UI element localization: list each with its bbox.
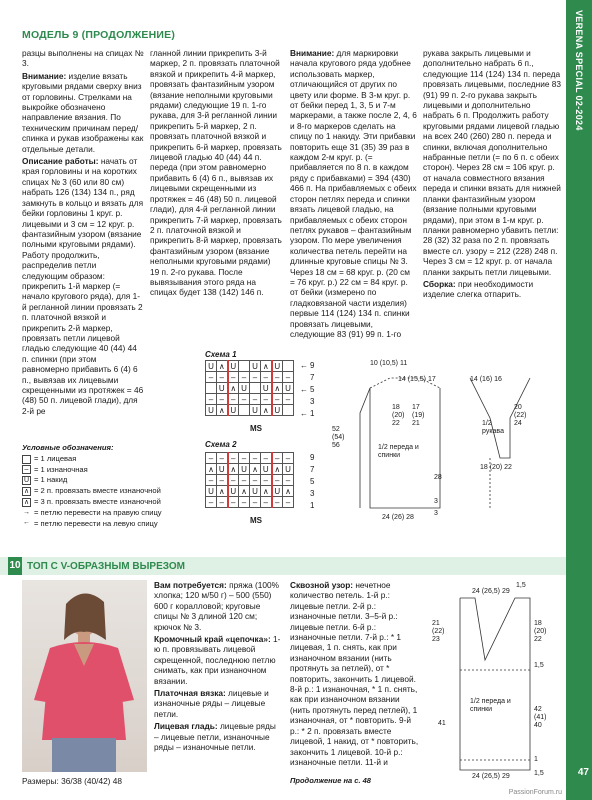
legend-item: U = 1 накид: [23, 475, 68, 485]
paragraph-text: нечетное количество петель. 1-й р.: лицевые петли. 2-й р.: изнаночные петли. 3–5-й р.: лицевые петли. 6-й р.: изнаночные петли. 7-й р.: * 1 лицевая, 1 п. снять, как при изнаночном вязании (нить протянуть за петлей), от * повторить, закончить 1 лицевой. 8-й р.: 1 изнаночная, * 1 п. снять, как при изнаночном вязании (нить протянуть перед петлей), 1 изнаночная, от * повторить. 9-й р.: * 2 п. провязать вместе лицевой, 1 накид, от * повторить, закончить 1 лицевой. 10-й р.: изнаночные петли. 11-й и: [290, 580, 419, 767]
paragraph: [154, 721, 282, 752]
paragraph: [423, 48, 561, 277]
scheme-2-label: Схема 2: [205, 440, 237, 449]
paragraph-lead: Лицевая гладь:: [154, 721, 218, 732]
paragraph-text: для маркировки начала кругового ряда удобнее использовать маркер, отличающийся от других по цвету или форме. В 3-м круг. р. от бейки перед 1, 3, 5 и 7-м маркерами, а также после 2, 4, 6 и 8-го маркеров сделать на спицу по 1 накиду. Эти прибавки повторить еще 31 (35) 39 раз в каждом 2-м круг. р. (= прибавляется по 8 п. в каждом ряду с прибавками) = 394 (430) 466 п. На прибавляемых с обеих сторон петлях переда и спинки вязать лицевой гладью, на прибавляемых с обеих сторон петлях рукавов – фантазийным узором. По мере увеличения количества петель перейти на длинные круговые спицы № 3. Через 18 см = 68 круг. р. (20 см = 76 круг. р.) 22 см = 84 круг. р. от бейки (измерено по гладковязаной части изделия) первые 114 (124) 134 п. спинки провязать лицевыми, следующие 83 (91) 99 п. 1-го: [290, 48, 417, 339]
model-photo: [22, 580, 147, 772]
site-watermark: PassionForum.ru: [508, 789, 562, 796]
paragraph: [22, 156, 144, 416]
legend-item: ← = петлю перевести на левую спицу: [23, 518, 158, 528]
s1-row: 3: [310, 397, 315, 406]
paragraph: [423, 279, 561, 300]
paragraph-text: гланной линии прикрепить 3-й маркер, 2 п. провязать платочной вязкой и прикрепить 4-й маркер, провязать фантазийным узором (вязание неполными круговыми рядами) следующие 19 п. 1-го рукава, для 3-й регланной линии прикрепить 5-й маркер, 2 п. провязать платочной вязкой и прикрепить 6-й маркер, провязать лицевой гладью 40 (44) 44 п. переда (при этом равномерно прибавить 6 (4) 6 п., вывязав их лицевыми скрещенными из протяжек = 46 (48) 50 п. лицевой глади), для 4-й регланной линии прикрепить 7-й маркер, провязать 2 п. платочной вязкой и прикрепить 8-й маркер, провязать фантазийным узором (вязание неполными круговыми рядами) 19 п. 2-го рукава. После вывязывания этого ряда на спицах будет 138 (142) 146 п.: [150, 48, 282, 298]
paragraph: [154, 688, 282, 719]
diagram-2-lines: [430, 580, 560, 780]
paragraph-text: лицевые ряды – лицевые петли, изнаночные ряды – изнаночные петли.: [154, 721, 276, 753]
s2-row: 7: [310, 465, 315, 474]
page-number: 47: [577, 767, 589, 778]
brand-label: VERENA SPECIAL 02-2024: [574, 10, 584, 131]
paragraph: [22, 71, 144, 154]
text-column-6: [290, 580, 420, 769]
side-strip: [566, 0, 592, 800]
s1-row: 1: [310, 409, 315, 418]
paragraph: [290, 48, 417, 339]
text-column-3: [290, 48, 417, 341]
sizes-label: Размеры: 36/38 (40/42) 48: [22, 776, 122, 786]
section-10-title: ТОП С V-ОБРАЗНЫМ ВЫРЕЗОМ: [27, 561, 186, 572]
section-title: МОДЕЛЬ 9 (ПРОДОЛЖЕНИЕ): [22, 29, 176, 41]
paragraph-lead: Внимание:: [22, 70, 67, 81]
paragraph-text: разцы выполнены на спицах № 3.: [22, 48, 144, 69]
section-10-number: 10: [8, 557, 22, 575]
paragraph-lead: Кромочный край «цепочка»:: [154, 634, 271, 645]
magazine-page: VERENA SPECIAL 02-2024 47 PassionForum.ru МОДЕЛЬ 9 (ПРОДОЛЖЕНИЕ) разцы выполнены на спицах № 3. Внимание: изделие вязать круговыми рядами сверху вниз от горловины. Стрелками на выкройке обозначено направление вязания. По техническим причинам перед/спинка и рукав изображены как отдельные детали. Описание работы: начать от края горловины и на коротких спицах № 3 (60 или 80 см) набрать 126 (134) 134 п., ряд замкнуть в кольцо и вязать для бейки горловины 1 круг. р. лицевыми и 3 см = 12 круг. р. фантазийным узором (вязание полными круговыми рядами). Работу продолжить, распределив петли следующим образом: прикрепить 1-й маркер (= начало кругового ряда), для 1-й регланной линии провязать 2 п. платочной вязкой и прикрепить 2-й маркер, провязать петли лицевой гладью следующие 40 (44) 44 п. спинки (при этом равномерно прибавить 6 (4) 6 п., вывязав их лицевыми скрещенными из протяжек = 46 (48) 50 п. лицевой глади), для 2-й ре гланной линии прикрепить 3-й маркер, 2 п. провязать платочной вязкой и прикрепить 4-й маркер, провязать фантазийным узором (вязание неполными круговыми рядами) следующие 19 п. 1-го рукава, для 3-й регланной линии прикрепить 5-й маркер, 2 п. провязать платочной вязкой и прикрепить 6-й маркер, провязать лицевой гладью 40 (44) 44 п. переда (при этом равномерно прибавить 6 (4) 6 п., вывязав их лицевыми скрещенными из протяжек = 46 (48) 50 п. лицевой глади), для 4-й регланной линии прикрепить 7-й маркер, провязать 2 п. платочной вязкой и прикрепить 8-й маркер, провязать фантазийным узором (вязание неполными круговыми рядами) 19 п. 2-го рукава. После вывязывания этого ряда на спицах будет 138 (142) 146 п. Внимание: для маркировки начала кругового ряда удобнее использовать маркер, отличающийся от других по цвету или форме. В 3-м круг. р. от бейки перед 1, 3, 5 и 7-м маркерами, а также после 2, 4, 6 и 8-го маркеров сделать на спицу по 1 накиду. Эти прибавки повторить еще 31 (35) 39 раз в каждом 2-м круг. р. (= прибавляется по 8 п. в каждом ряду с прибавками) = 394 (430) 466 п. На прибавляемых с обеих сторон петлях переда и спинки вязать лицевой гладью, на прибавляемых с обеих сторон петлях рукавов – фантазийным узором. По мере увеличения количества петель перейти на длинные круговые спицы № 3. Через 18 см = 68 круг. р. (20 см = 76 круг. р.) 22 см = 84 круг. р. от бейки (измерено по гладковязаной части изделия) первые 114 (124) 134 п. спинки провязать лицевыми, следующие 83 (91) 99 п. 1-го рукава закрыть лицевыми и дополнительно набрать 6 п., следующие 114 (124) 134 п. переда провязать лицевыми, последние 83 (91) 99 п. 2-го рукава закрыть лицевыми и дополнительно набрать 6 п. Продолжить работу круговыми рядами лицевой гладью на всех 240 (260) 280 п. переда и спинки, включая дополнительно набранные петли (= по 6 п. с обеих сторон). Через 28 см = 106 круг. р. от начала совместного вязания переда и спинки вязать для нижней планки фантазийным узором (вязание полными круговыми рядами), при этом в 1-м круг. р. планки равномерно убавить петли: 28 (32) 32 раза по 2 п. провязать вместе сл. узору = 212 (228) 248 п. Через 3 см = 12 круг. р. от начала планки закрыть петли лицевыми. Сборка: при необходимости изделие слегка отпарить. Схема 1 U ∧ U U ∧ U – – – – – – – – U ∧ U U ∧ U – – – – – – – – U ∧ U U ∧ U 9 7 5 3 1 ← ← ← MS Схема 2 – – – – – – – – ∧ U ∧ U ∧ U ∧ U – – – – – – – – U ∧ U ∧ U ∧ U ∧ – – – – – – – – 9 7 5 3 1 MS Условные обозначения: = 1 лицевая – = 1 изнаночная U = 1 накид ∧ = 2 п. провязать вместе изнаночной ∧ = 3 п. провязать вместе изнаночной → = петлю перевести на правую спицу ← = петлю перевести на левую спицу 10 (10,5) 11 14 (15,5) 17 14 (16) 16 52 (54) 56 18 (20) 22 17 (19) 21 1/2 переда и спинки 1/2 рукава 18 (20) 22 20 (22) 24 28 3 24 (26) 28 3 10 ТОП С V-ОБРАЗНЫМ ВЫРЕЗОМ Размеры: 36/38 (40/42) 48 Вам потребуется: пряжа (100% хлопка; 120 м/50 г) – 500 (550) 600 г коралловой; круговые спицы № 3 длиной 120 см; крючок № 3. Кромочный край «цепочка»: 1-ю п. провязывать лицевой скрещенной, последнюю петлю снимать, как при изнаночном вязании. Платочная вязка: лицевые и изнаночные ряды – лицевые петли. Лицевая гладь: лицевые ряды – лицевые петли, изнаночные ряды – изнаночные петли. Сквозной узор: нечетное количество петель. 1-й р.: лицевые петли. 2-й р.: изнаночные петли. 3–5-й р.: лицевые петли. 6-й р.: изнаночные петли. 7-й р.: * 1 лицевая, 1 п. снять, как при изнаночном вязании (нить протянуть за петлей), от * повторить, закончить 1 лицевой. 8-й р.: 1 изнаночная, * 1 п. снять, как при изнаночном вязании (нить протянуть перед петлей), 1 изнаночная, от * повторить. 9-й р.: * 2 п. провязать вместе лицевой, 1 накид, от * повторить, закончить 1 лицевой. 10-й р.: изнаночные петли. 11-й и Продолжение на с. 48 1,5 24 (26,5) 29 21 (22) 23 18 (20) 22 1,5 1/2 переда и спинки 41 42 (41) 40 1 24 (26,5) 29 1,5: [0, 0, 592, 800]
paragraph-text: 1-ю п. провязывать лицевой скрещенной, последнюю петлю снимать, как при изнаночном вязании.: [154, 634, 281, 686]
text-column-5: [154, 580, 282, 755]
paragraph-text: лицевые и изнаночные ряды – лицевые петли.: [154, 688, 269, 719]
legend-item: = 1 лицевая: [22, 454, 192, 465]
model-photo-illustration: [22, 580, 147, 772]
s2-row: 3: [310, 489, 315, 498]
scheme-2-grid: – – – – – – – – ∧ U ∧ U ∧ U ∧ U – – – – – – – – U ∧ U ∧ U ∧ U ∧ – – – – – – – –: [205, 452, 294, 508]
s1-ms: MS: [250, 424, 262, 433]
s2-row: 1: [310, 501, 315, 510]
paragraph-text: при необходимости изделие слегка отпарить.: [423, 278, 534, 300]
paragraph-text: пряжа (100% хлопка; 120 м/50 г) – 500 (550) 600 г коралловой; круговые спицы № 3 длиной 120 см; крючок № 3.: [154, 580, 280, 632]
legend-title: Условные обозначения:: [22, 443, 114, 452]
paragraph-text: изделие вязать круговыми рядами сверху вниз от горловины. Стрелками на выкройке обозначено направление вязания. По техническим причинам перед/спинка и рукав изображены как отдельные детали.: [22, 70, 144, 154]
s1-row: 9: [310, 361, 315, 370]
legend-item: ∧ = 2 п. провязать вместе изнаночной: [23, 486, 161, 496]
text-column-1: [22, 48, 144, 418]
paragraph-lead: Внимание:: [290, 48, 335, 58]
text-column-2: [150, 48, 282, 300]
paragraph: [154, 634, 282, 686]
paragraph-text: рукава закрыть лицевыми и дополнительно набрать 6 п., следующие 114 (124) 134 п. переда провязать лицевыми, последние 83 (91) 99 п. 2-го рукава закрыть лицевыми и дополнительно набрать 6 п. Продолжить работу круговыми рядами лицевой гладью на всех 240 (260) 280 п. переда и спинки, включая дополнительно набранные петли (= по 6 п. с обеих сторон). Через 28 см = 106 круг. р. от начала совместного вязания переда и спинки вязать для нижней планки фантазийным узором (вязание полными круговыми рядами), при этом в 1-м круг. р. планки равномерно убавить петли: 28 (32) 32 раза по 2 п. провязать вместе сл. узору = 212 (228) 248 п. Через 3 см = 12 круг. р. от начала планки закрыть петли лицевыми.: [423, 48, 561, 277]
paragraph-lead: Описание работы:: [22, 156, 99, 167]
scheme-1-label: Схема 1: [205, 350, 237, 359]
s2-row: 5: [310, 477, 315, 486]
paragraph: [154, 580, 282, 632]
s2-row: 9: [310, 453, 315, 462]
paragraph-lead: Сборка:: [423, 278, 456, 289]
paragraph: [22, 48, 144, 69]
paragraph-lead: Сквозной узор:: [290, 580, 354, 590]
legend: [22, 443, 192, 529]
legend-item: ∧ = 3 п. провязать вместе изнаночной: [23, 496, 161, 506]
diagram-1-lines: [330, 358, 560, 548]
legend-item: – = 1 изнаночная: [22, 465, 192, 476]
paragraph-lead: Вам потребуется:: [154, 580, 227, 590]
text-column-4: [423, 48, 561, 302]
scheme-1-grid: U ∧ U U ∧ U – – – – – – – – U ∧ U U ∧ U – – – – – – – – U ∧ U U ∧ U: [205, 360, 294, 416]
paragraph-lead: Платочная вязка:: [154, 688, 226, 699]
s1-row: 7: [310, 373, 315, 382]
paragraph: [290, 580, 420, 767]
s2-ms: MS: [250, 516, 262, 525]
paragraph-text: начать от края горловины и на коротких спицах № 3 (60 или 80 см) набрать 126 (134) 134 п., ряд замкнуть в кольцо и вязать для бейки горловины 1 круг. р. лицевыми и 3 см = 12 круг. р. фантазийным узором (вязание полными круговыми рядами). Работу продолжить, распределив петли следующим образом: прикрепить 1-й маркер (= начало кругового ряда), для 1-й регланной линии провязать 2 п. платочной вязкой и прикрепить 2-й маркер, провязать петли лицевой гладью следующие 40 (44) 44 п. спинки (при этом равномерно прибавить 6 (4) 6 п., вывязав их лицевыми скрещенными из протяжек = 46 (48) 50 п. лицевой глади), для 2-й ре: [22, 156, 144, 416]
s1-row: 5: [310, 385, 315, 394]
pattern-diagram-2: 1,5 24 (26,5) 29 21 (22) 23 18 (20) 22 1,5 1/2 переда и спинки 41 42 (41) 40 1 24 (26,5) 29 1,5: [430, 580, 560, 780]
legend-item: → = петлю перевести на правую спицу: [23, 507, 162, 517]
continued-note: Продолжение на с. 48: [290, 776, 371, 785]
pattern-diagram-1: 10 (10,5) 11 14 (15,5) 17 14 (16) 16 52 (54) 56 18 (20) 22 17 (19) 21 1/2 переда и спинки 1/2 рукава 18 (20) 22 20 (22) 24 28 3 24 (26) 28 3: [330, 358, 560, 548]
paragraph: [150, 48, 282, 298]
